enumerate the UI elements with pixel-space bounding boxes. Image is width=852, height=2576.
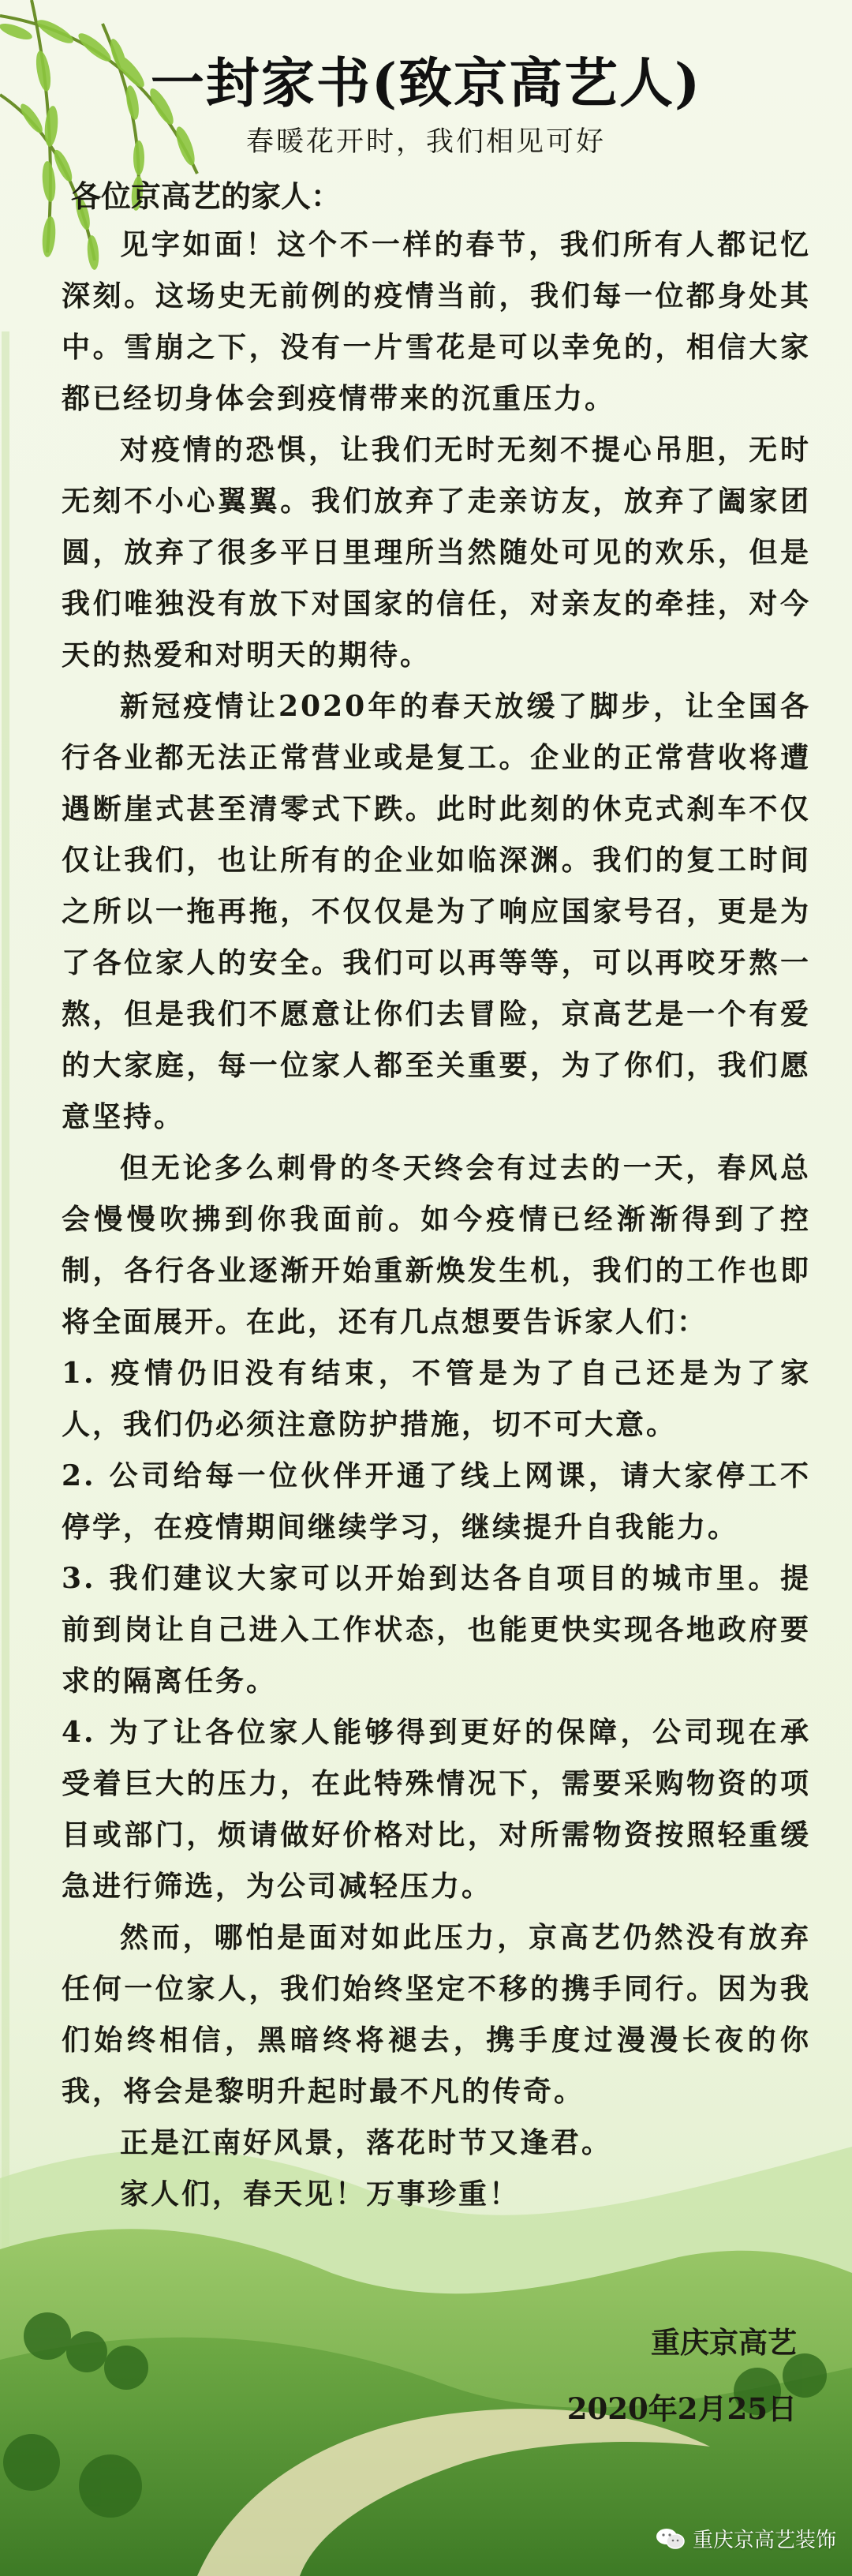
watermark xyxy=(655,2524,836,2553)
paragraph: 然而，哪怕是面对如此压力，京高艺仍然没有放弃任何一位家人，我们始终坚定不移的携手同行。因为我们始终相信，黑暗终将褪去，携手度过漫漫长夜的你我，将会是黎明升起时最不凡的传奇。 xyxy=(62,1921,811,2108)
letter-salutation: 各位京高艺的家人： xyxy=(71,178,342,214)
paragraph: 正是江南好风景，落花时节又逢君。 xyxy=(120,2126,613,2159)
paragraph: 但无论多么刺骨的冬天终会有过去的一天，春风总会慢慢吹拂到你我面前。如今疫情已经渐渐得到了控制，各行各业逐渐开始重新焕发生机，我们的工作也即将全面展开。在此，还有几点想要告诉家人们： xyxy=(62,1151,811,1339)
paragraph: 见字如面！这个不一样的春节，我们所有人都记忆深刻。这场史无前例的疫情当前，我们每一位都身处其中。雪崩之下，没有一片雪花是可以幸免的，相信大家都已经切身体会到疫情带来的沉重压力。 xyxy=(62,228,811,415)
list-item: 2. 公司给每一位伙伴开通了线上网课，请大家停工不停学，在疫情期间继续学习，继续提升自我能力。 xyxy=(62,1459,811,1544)
list-item: 1. 疫情仍旧没有结束，不管是为了自己还是为了家人，我们仍必须注意防护措施，切不可大意。 xyxy=(62,1357,811,1441)
list-item: 3. 我们建议大家可以开始到达各自项目的城市里。提前到岗让自己进入工作状态，也能更快实现各地政府要求的隔离任务。 xyxy=(62,1562,811,1698)
paragraph: 对疫情的恐惧，让我们无时无刻不提心吊胆，无时无刻不小心翼翼。我们放弃了走亲访友，放弃了阖家团圆，放弃了很多平日里理所当然随处可见的欢乐，但是我们唯独没有放下对国家的信任，对亲友的牵挂，对今天的热爱和对明天的期待。 xyxy=(62,433,811,672)
letter-date: 2020年2月25日 xyxy=(566,2391,797,2426)
list-item: 4. 为了让各位家人能够得到更好的保障，公司现在承受着巨大的压力，在此特殊情况下，需要采购物资的项目或部门，烦请做好价格对比，对所需物资按照轻重缓急进行筛选，为公司减轻压力。 xyxy=(62,1716,811,1903)
paragraph: 家人们，春天见！万事珍重！ xyxy=(120,2177,521,2211)
signature: 重庆京高艺 xyxy=(651,2325,797,2360)
wechat-icon xyxy=(655,2527,686,2551)
letter-body xyxy=(62,219,811,2220)
watermark-text: 重庆京高艺装饰 xyxy=(692,2529,836,2552)
left-stripe xyxy=(2,331,9,2305)
letter-title: 一封家书(致京高艺人) xyxy=(150,52,702,115)
paragraph: 新冠疫情让2020年的春天放缓了脚步，让全国各行各业都无法正常营业或是复工。企业的正常营收将遭遇断崖式甚至清零式下跌。此时此刻的休克式刹车不仅仅让我们，也让所有的企业如临深渊。我们的复工时间之所以一拖再拖，不仅仅是为了响应国家号召，更是为了各位家人的安全。我们可以再等等，可以再咬牙熬一熬，但是我们不愿意让你们去冒险，京高艺是一个有爱的大家庭，每一位家人都至关重要，为了你们，我们愿意坚持。 xyxy=(62,690,811,1133)
letter-subtitle: 春暖花开时，我们相见可好 xyxy=(245,126,606,158)
